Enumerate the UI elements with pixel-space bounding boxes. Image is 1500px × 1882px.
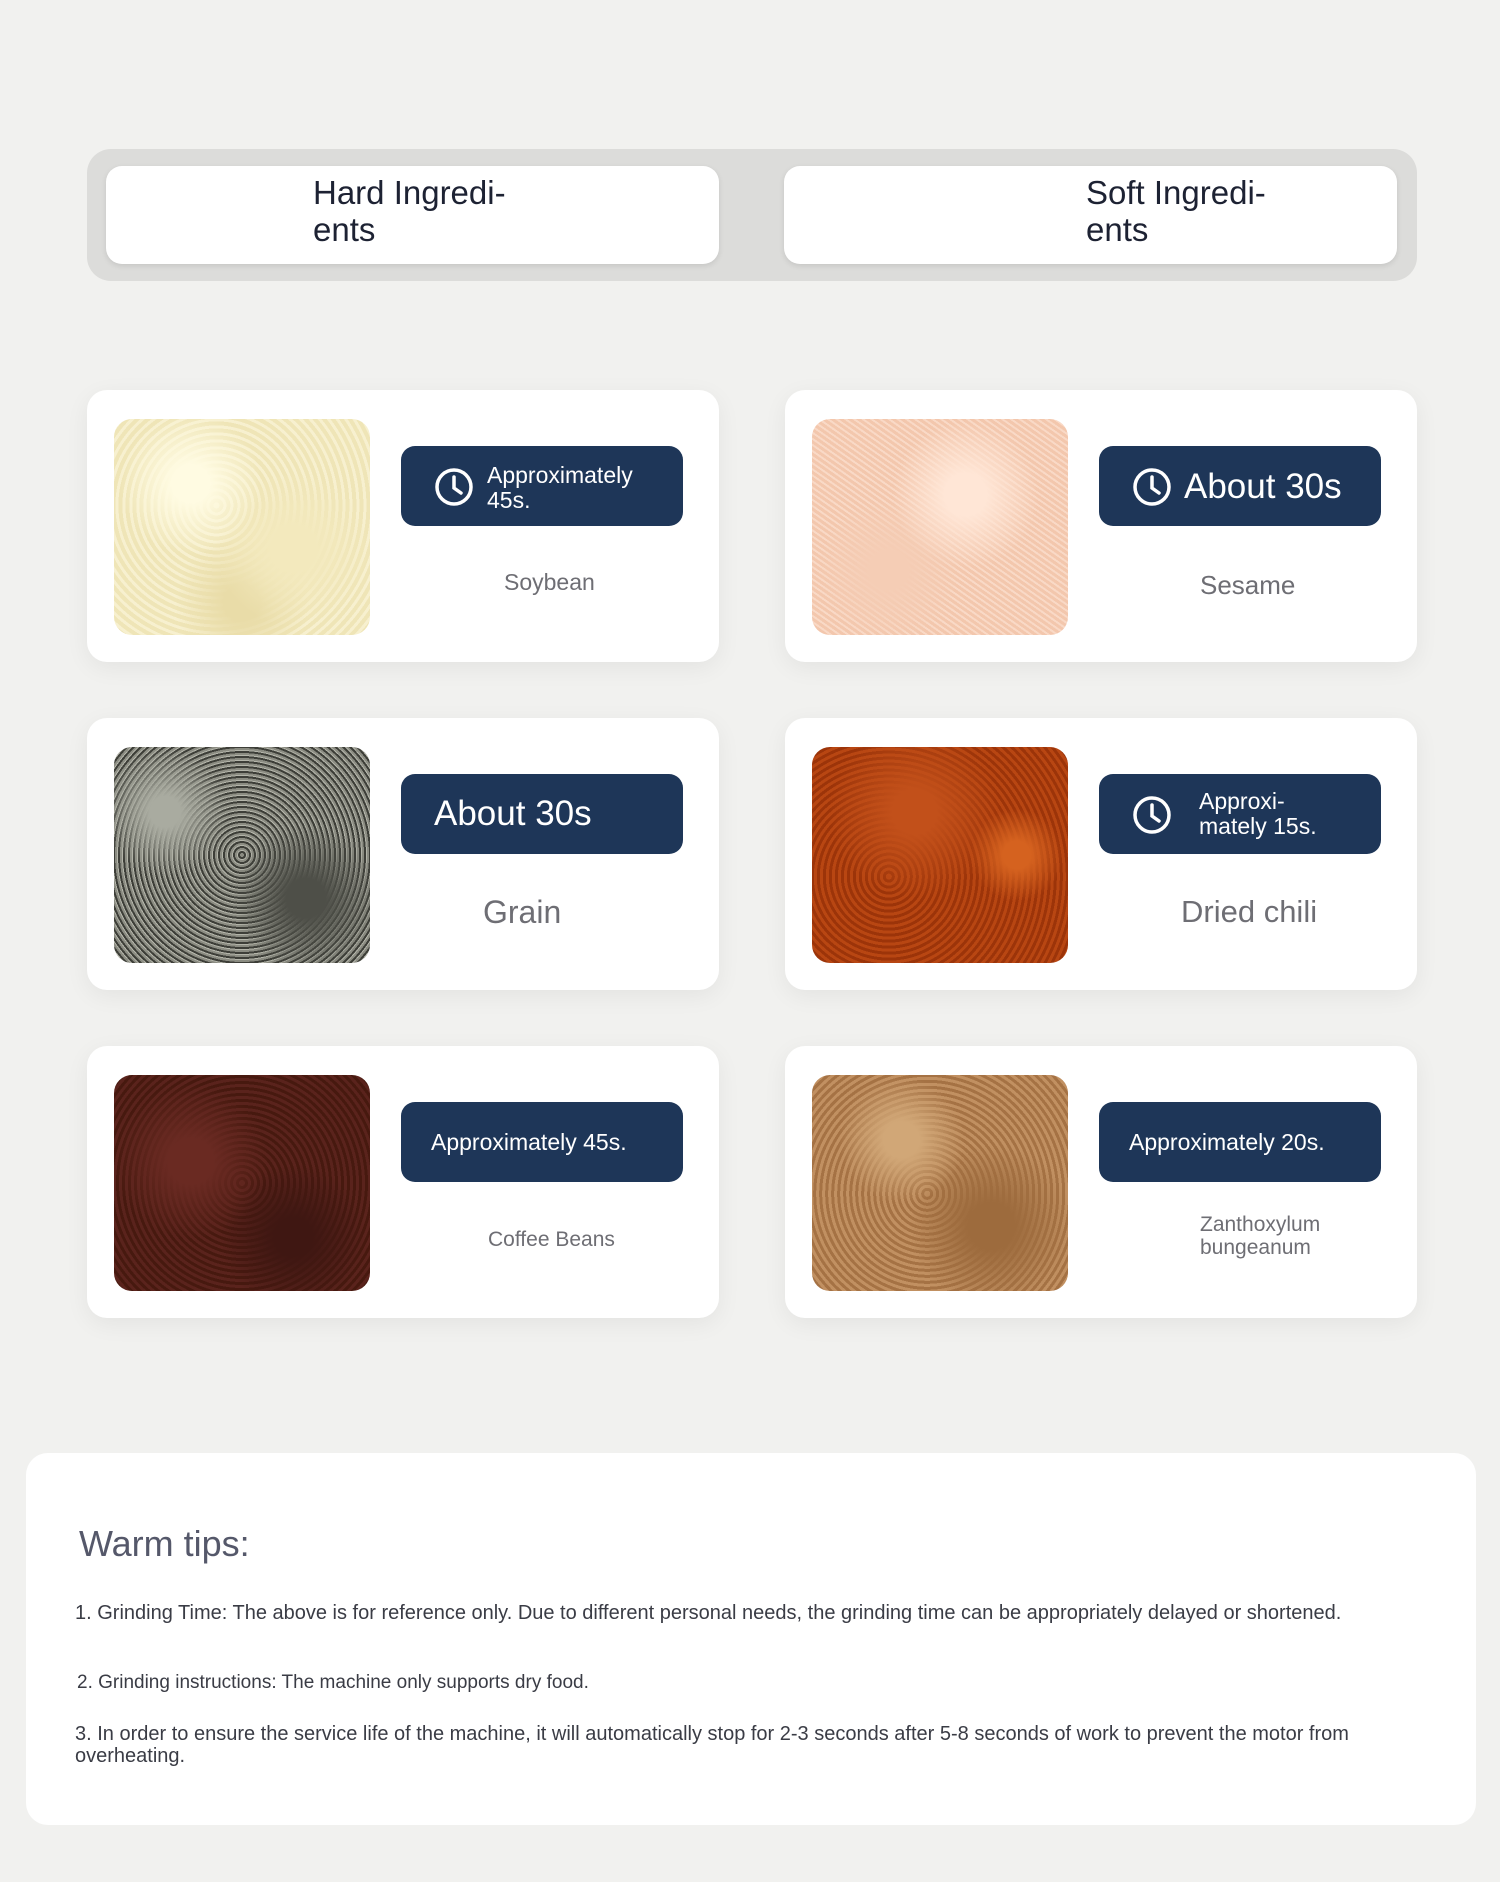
tab-soft-label: Soft Ingredi- ents bbox=[1086, 174, 1266, 248]
ingredient-name: Grain bbox=[483, 894, 562, 930]
tab-soft-ingredients[interactable] bbox=[784, 166, 1397, 264]
card-coffee-beans bbox=[87, 1046, 719, 1318]
sesame-powder-image bbox=[812, 419, 1068, 635]
time-badge bbox=[1099, 774, 1381, 854]
tip-item: 3. In order to ensure the service life of the machine, it will automatically stop for 2-3 seconds after 5-8 seconds of work to prevent the motor from overheating. bbox=[75, 1723, 1349, 1767]
tip-item: 2. Grinding instructions: The machine only supports dry food. bbox=[77, 1672, 589, 1693]
coffee-powder-image bbox=[114, 1075, 370, 1291]
clock-icon bbox=[434, 467, 474, 507]
ingredient-name: Sesame bbox=[1200, 570, 1296, 600]
ingredient-name: Zanthoxylum bungeanum bbox=[1200, 1213, 1321, 1259]
card-dried-chili bbox=[785, 718, 1417, 990]
time-text: Approxi- mately 15s. bbox=[1199, 788, 1317, 839]
time-badge bbox=[401, 446, 683, 526]
time-text: About 30s bbox=[434, 794, 592, 833]
ingredient-name: Soybean bbox=[504, 569, 595, 595]
warm-tips-panel bbox=[26, 1453, 1476, 1825]
time-badge bbox=[1099, 1102, 1381, 1182]
grain-powder-image bbox=[114, 747, 370, 963]
time-text: Approximately 20s. bbox=[1129, 1129, 1325, 1155]
clock-icon bbox=[1132, 795, 1172, 835]
card-zanthoxylum bbox=[785, 1046, 1417, 1318]
time-badge bbox=[401, 774, 683, 854]
time-badge bbox=[1099, 446, 1381, 526]
soybean-powder-image bbox=[114, 419, 370, 635]
card-sesame bbox=[785, 390, 1417, 662]
ingredient-name: Dried chili bbox=[1181, 894, 1318, 929]
tab-hard-label: Hard Ingredi- ents bbox=[313, 174, 506, 248]
ingredient-tabs bbox=[87, 149, 1417, 281]
card-soybean bbox=[87, 390, 719, 662]
chili-powder-image bbox=[812, 747, 1068, 963]
time-text: About 30s bbox=[1184, 467, 1342, 506]
tab-hard-ingredients[interactable] bbox=[106, 166, 719, 264]
time-text: Approximately 45s. bbox=[487, 462, 633, 513]
time-badge bbox=[401, 1102, 683, 1182]
tips-title: Warm tips: bbox=[79, 1523, 250, 1564]
card-grain bbox=[87, 718, 719, 990]
clock-icon bbox=[1132, 467, 1172, 507]
zanthoxylum-powder-image bbox=[812, 1075, 1068, 1291]
ingredient-name: Coffee Beans bbox=[488, 1228, 615, 1251]
time-text: Approximately 45s. bbox=[431, 1129, 627, 1155]
tip-item: 1. Grinding Time: The above is for reference only. Due to different personal needs, the grinding time can be appropriately delayed or shortened. bbox=[75, 1602, 1342, 1624]
